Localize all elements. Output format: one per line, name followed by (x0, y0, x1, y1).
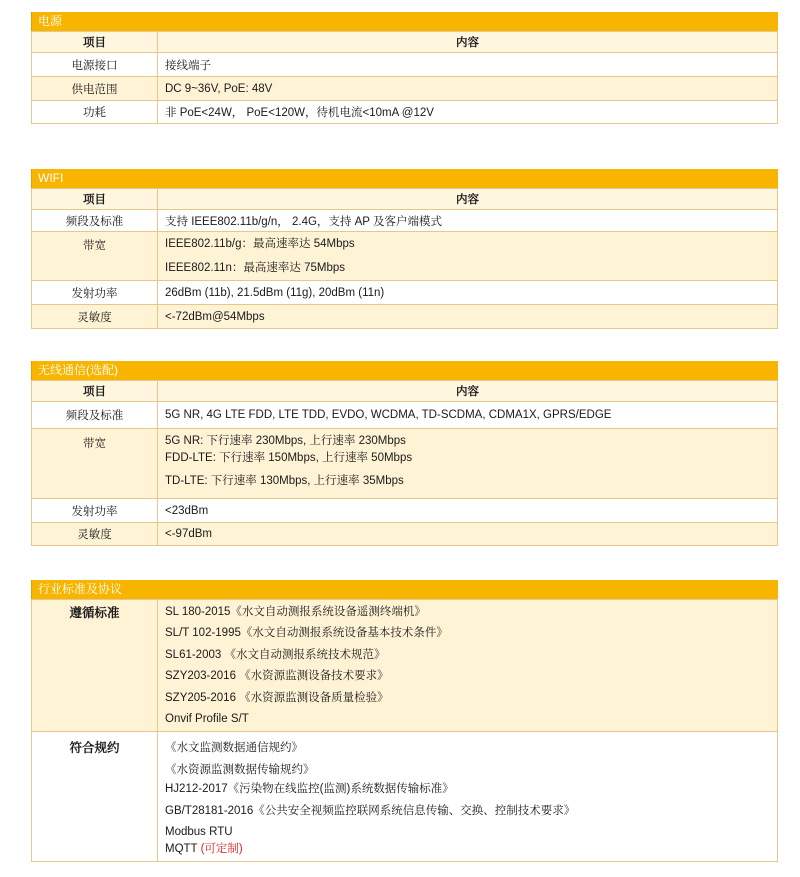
table-row (32, 429, 778, 499)
spec-table (31, 599, 778, 862)
table-row (32, 53, 778, 77)
table-row (32, 499, 778, 523)
value-line: SZY205-2016 《水资源监测设备质量检验》 (165, 691, 389, 704)
value-line: FDD-LTE: 下行速率 150Mbps, 上行速率 50Mbps (165, 451, 413, 464)
row-label: 频段及标准 (32, 402, 158, 429)
header-item: 项目 (32, 32, 158, 53)
row-value: DC 9~36V, PoE: 48V (158, 77, 778, 101)
row-label: 电源接口 (32, 53, 158, 77)
section-title: 电源 (31, 12, 778, 31)
value-line (165, 840, 777, 858)
table-row (32, 210, 778, 232)
value-line: HJ212-2017《污染物在线监控(监测)系统数据传输标准》 (165, 783, 454, 795)
value-line: 《水文监测数据通信规约》 (165, 742, 303, 754)
value-line: Onvif Profile S/T (165, 713, 249, 725)
table-header-row (32, 189, 778, 210)
section-wifi (31, 169, 778, 329)
row-label: 带宽 (32, 429, 158, 499)
row-label: 符合规约 (32, 732, 158, 862)
row-label: 发射功率 (32, 499, 158, 523)
table-header-row (32, 381, 778, 402)
customizable-note: (可定制) (200, 843, 243, 855)
value-line: SL61-2003 《水文自动测报系统技术规范》 (165, 648, 386, 661)
table-row (32, 77, 778, 101)
row-value: <-97dBm (158, 523, 778, 546)
value-line: Modbus RTU (165, 826, 233, 838)
row-value: 非 PoE<24W， PoE<120W，待机电流<10mA @12V (158, 101, 778, 124)
header-content: 内容 (158, 189, 778, 210)
value-line: SL 180-2015《水文自动测报系统设备遥测终端机》 (165, 605, 426, 618)
value-line: SL/T 102-1995《水文自动测报系统设备基本技术条件》 (165, 627, 448, 639)
section-power (31, 12, 778, 124)
header-item: 项目 (32, 381, 158, 402)
row-value: 支持 IEEE802.11b/g/n， 2.4G，支持 AP 及客户端模式 (158, 210, 778, 232)
row-value: <-72dBm@54Mbps (158, 305, 778, 329)
row-value (158, 232, 778, 281)
value-line: IEEE802.11n：最高速率达 75Mbps (165, 262, 346, 274)
spec-table (31, 31, 778, 124)
value-line: SZY203-2016 《水资源监测设备技术要求》 (165, 670, 389, 682)
row-label: 带宽 (32, 232, 158, 281)
spec-table (31, 380, 778, 546)
row-label: 频段及标准 (32, 210, 158, 232)
header-content: 内容 (158, 381, 778, 402)
row-label: 供电范围 (32, 77, 158, 101)
table-row (32, 281, 778, 305)
row-label: 灵敏度 (32, 523, 158, 546)
table-row (32, 600, 778, 732)
table-row (32, 402, 778, 429)
header-content: 内容 (158, 32, 778, 53)
value-line: 5G NR: 下行速率 230Mbps, 上行速率 230Mbps (165, 434, 406, 447)
row-value: 接线端子 (158, 53, 778, 77)
mqtt-text: MQTT (165, 843, 198, 855)
table-row (32, 523, 778, 546)
row-label: 功耗 (32, 101, 158, 124)
section-title: 无线通信(选配) (31, 361, 778, 380)
value-line: GB/T28181-2016《公共安全视频监控联网系统信息传输、交换、控制技术要求》 (165, 805, 576, 817)
row-value (158, 732, 778, 862)
section-title: WIFI (31, 169, 778, 188)
row-label: 遵循标准 (32, 600, 158, 732)
value-line: IEEE802.11b/g：最高速率达 54Mbps (165, 238, 355, 250)
row-label: 灵敏度 (32, 305, 158, 329)
row-label: 发射功率 (32, 281, 158, 305)
table-row (32, 232, 778, 281)
table-row (32, 101, 778, 124)
section-wireless (31, 361, 778, 546)
row-value: 5G NR, 4G LTE FDD, LTE TDD, EVDO, WCDMA, TD-SCDMA, CDMA1X, GPRS/EDGE (158, 402, 778, 429)
header-item: 项目 (32, 189, 158, 210)
table-header-row (32, 32, 778, 53)
section-standards (31, 580, 778, 862)
row-value (158, 600, 778, 732)
row-value: 26dBm (11b), 21.5dBm (11g), 20dBm (11n) (158, 281, 778, 305)
row-value (158, 429, 778, 499)
section-title: 行业标准及协议 (31, 580, 778, 599)
spec-table (31, 188, 778, 329)
value-line: TD-LTE: 下行速率 130Mbps, 上行速率 35Mbps (165, 474, 404, 487)
table-row (32, 732, 778, 862)
row-value: <23dBm (158, 499, 778, 523)
value-line: 《水资源监测数据传输规约》 (165, 764, 315, 776)
table-row (32, 305, 778, 329)
